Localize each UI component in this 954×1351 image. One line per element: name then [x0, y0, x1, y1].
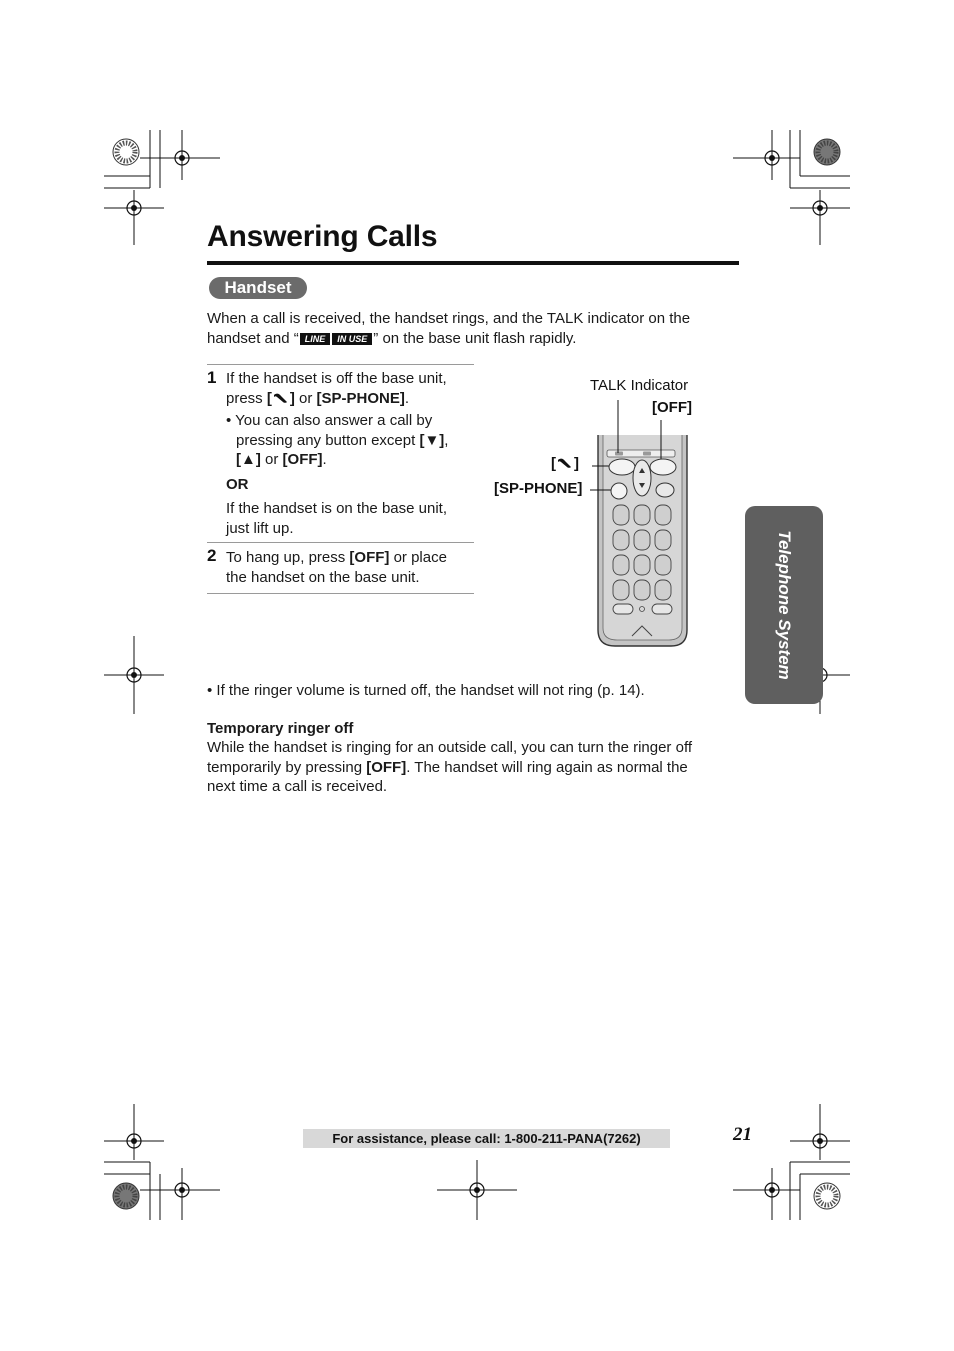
step-1-number: 1: [207, 368, 217, 387]
line-badge: LINE: [300, 333, 331, 345]
step-1-period: .: [404, 389, 410, 407]
down-key: [▼]: [419, 431, 445, 449]
step-1-press: press: [226, 389, 267, 407]
step-2-prefix: To hang up, press: [226, 549, 350, 566]
off-key: [OFF]: [282, 451, 323, 468]
section-label: Handset: [209, 277, 307, 299]
step-1-text: [226, 369, 476, 538]
temp-line2-suffix: . The handset will ring again as normal the: [406, 758, 688, 776]
up-key: [▲]: [236, 451, 261, 468]
temporary-ringer-heading: Temporary ringer off: [207, 720, 354, 737]
step-2-line2: the handset on the base unit.: [226, 568, 420, 586]
step-1-line2: [226, 389, 476, 409]
sp-phone-button-label: [SP-PHONE]: [494, 480, 583, 497]
step-1-bullet-line2: [226, 431, 476, 451]
step-1-alt-line1: If the handset is on the base unit,: [226, 500, 447, 517]
steps-top-rule: [207, 364, 474, 365]
step-2-line1: [226, 548, 476, 568]
handset-illustration: [585, 390, 695, 652]
page-number: 21: [733, 1124, 752, 1145]
title-rule: [207, 261, 739, 265]
step-1-bullet-line1: • You can also answer a call by: [226, 412, 433, 429]
intro-part1: When a call is received, the handset rings, and the TALK indicator on the handset and “: [207, 310, 691, 347]
bullet-or: or: [260, 451, 283, 468]
phone-icon: [556, 457, 574, 469]
steps-middle-rule: [207, 542, 474, 543]
bullet-period: .: [322, 451, 327, 468]
talk-button-label: [ ]: [551, 455, 579, 472]
intro-paragraph: [207, 309, 737, 348]
step-2-number: 2: [207, 546, 217, 565]
intro-part2: ” on the base unit flash rapidly.: [373, 329, 577, 347]
temp-line1: While the handset is ringing for an outside call, you can turn the ringer off: [207, 739, 693, 756]
step-1-or: or: [294, 389, 317, 407]
steps-bottom-rule: [207, 593, 474, 594]
ringer-note: • If the ringer volume is turned off, the handset will not ring (p. 14).: [207, 682, 645, 699]
step-2-off-key: [OFF]: [349, 549, 390, 566]
phone-icon: [272, 392, 290, 404]
in-use-badge: IN USE: [332, 333, 372, 345]
sp-phone-key: [SP-PHONE]: [316, 389, 405, 407]
talk-key: [ ]: [266, 389, 295, 407]
temp-line3: next time a call is received.: [207, 778, 388, 795]
page-title: Answering Calls: [207, 220, 438, 253]
step-1-bullet-line3: [226, 450, 476, 470]
bullet-prefix: pressing any button except: [236, 431, 420, 449]
talk-indicator-label: TALK Indicator: [590, 377, 689, 394]
temp-line2: [207, 758, 752, 778]
off-button-label: [OFF]: [652, 399, 692, 416]
assistance-footer: For assistance, please call: 1-800-211-PANA(7262): [303, 1129, 670, 1148]
side-tab: [745, 506, 823, 704]
step-1-line1: If the handset is off the base unit,: [226, 370, 447, 387]
step-1-alt-line2: just lift up.: [226, 519, 294, 537]
temp-line2-prefix: temporarily by pressing: [207, 758, 367, 776]
or-label: OR: [226, 475, 249, 493]
temporary-ringer-paragraph: [207, 738, 752, 797]
side-tab-label: Telephone System: [775, 530, 794, 680]
temp-off-key: [OFF]: [366, 758, 407, 776]
step-2-text: [226, 548, 476, 587]
step-2-suffix: or place: [389, 549, 447, 566]
bullet-comma: ,: [444, 431, 449, 449]
